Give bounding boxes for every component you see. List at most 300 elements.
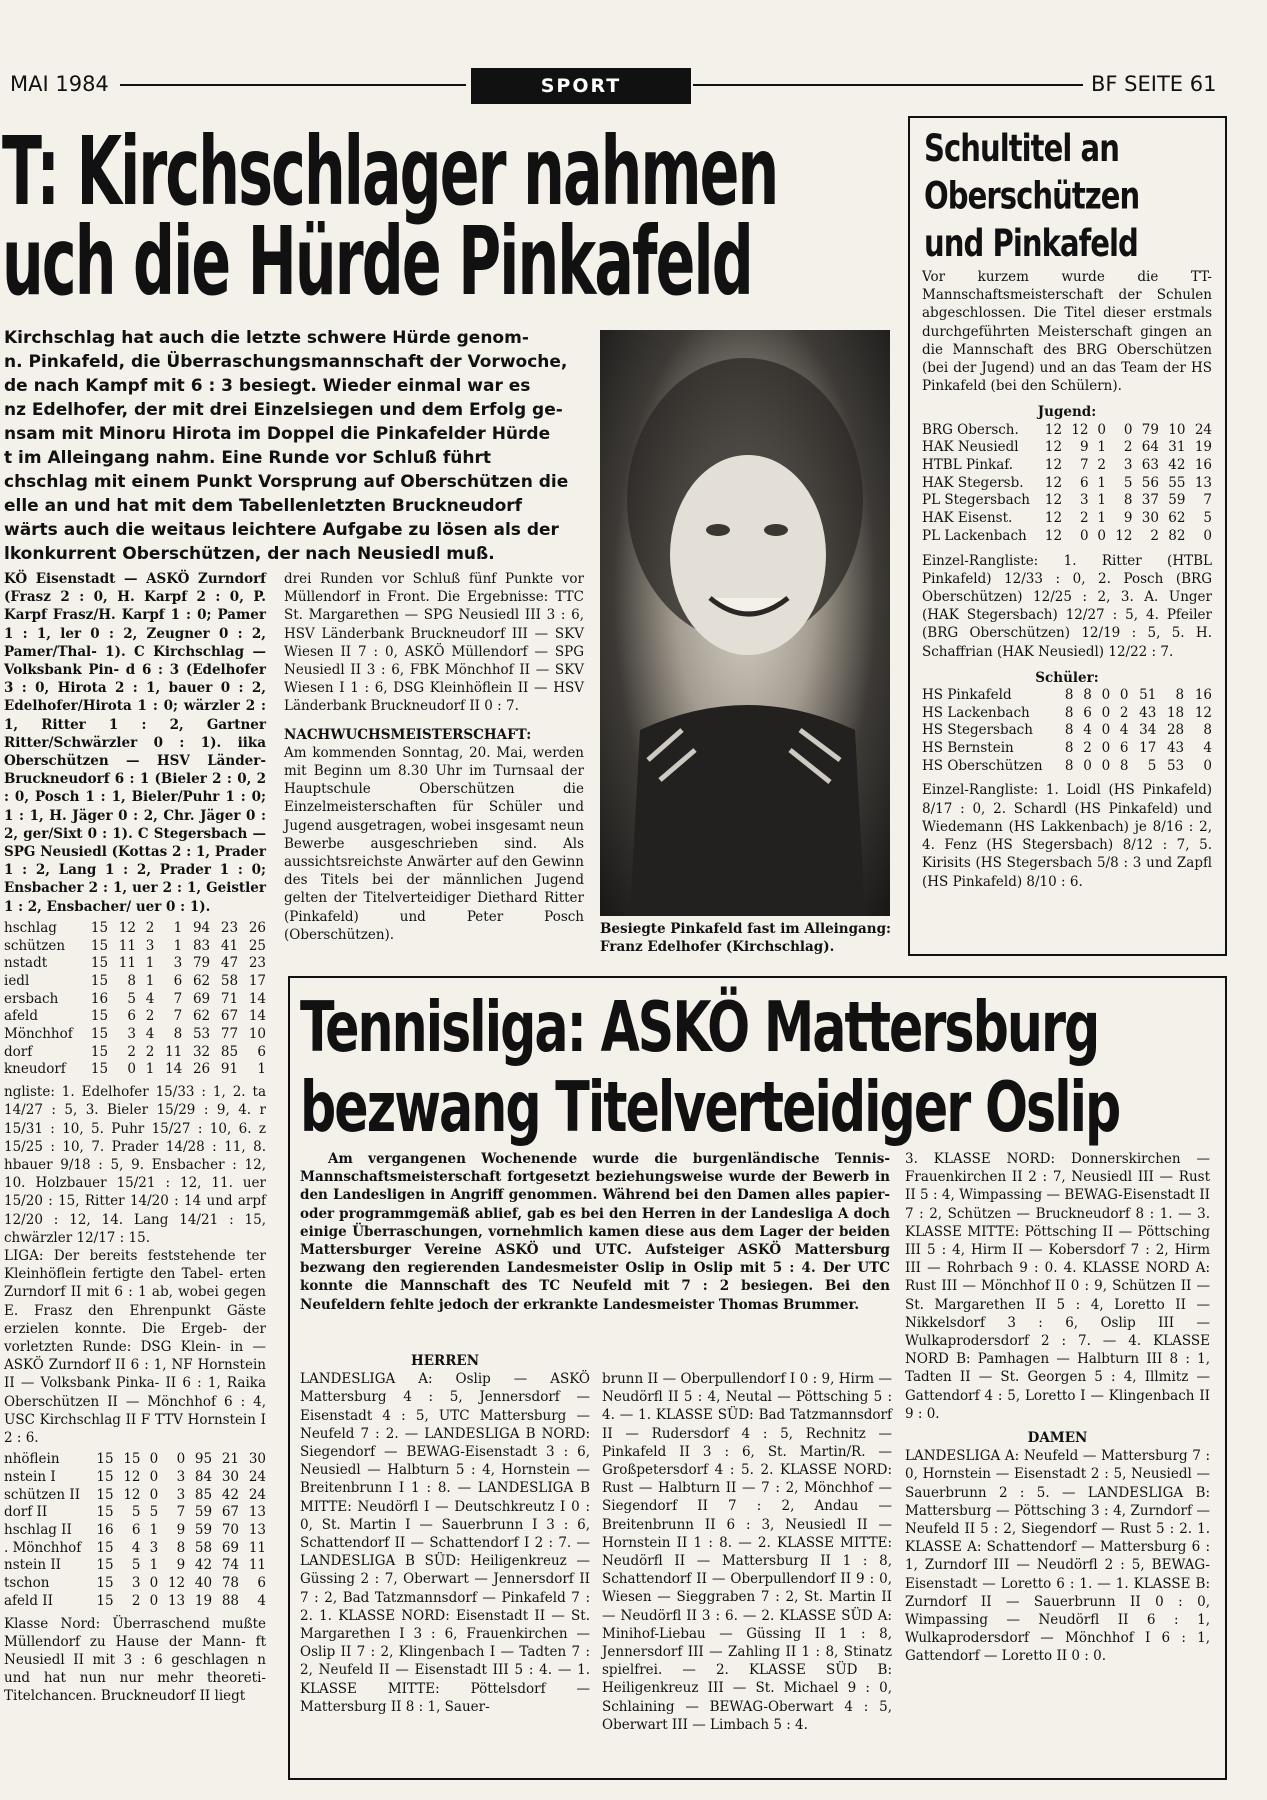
stat-cell: 3	[127, 1026, 136, 1043]
stat-cell: 2	[1150, 527, 1159, 544]
stat-cell: 9	[176, 1522, 186, 1539]
stat-cell: 1	[173, 937, 183, 954]
col1-tail: Klasse Nord: Überraschend mußte Müllendorf zu Hause der Mann- ft Neusiedl II mit 3 : 6 geschlagen n und hat nun nur mehr theoreti- Titelchancen. Bruckneudorf II liegt	[4, 1615, 266, 1705]
stat-cell: 15	[96, 1486, 114, 1503]
lead-line: lkonkurrent Oberschützen, der nach Neusiedl muß.	[4, 544, 495, 564]
stat-cell: 7	[176, 1504, 186, 1521]
stat-cell: 8	[1064, 757, 1074, 774]
stat-cell: 4	[131, 1539, 141, 1556]
stat-cell: 12	[123, 1486, 141, 1503]
stat-cell: 2	[145, 919, 155, 936]
caption-line-1: Besiegte Pinkafeld fast im Alleingang:	[600, 921, 892, 937]
team-name-cell: HS Bernstein	[922, 740, 1014, 757]
stat-cell: 19	[1194, 439, 1212, 456]
tennis-headline-line1: Tennisliga: ASKÖ Mattersburg	[300, 986, 1099, 1068]
stat-cell: 0	[1079, 527, 1089, 544]
stat-cell: 1	[1097, 474, 1106, 491]
stat-cell: 17	[1139, 740, 1157, 757]
table-row	[922, 758, 1212, 776]
stat-cell: 37	[1141, 492, 1159, 509]
team-name-cell: hschlag II	[4, 1522, 72, 1539]
stat-cell: 0	[1119, 686, 1129, 703]
stat-cell: 15	[90, 1043, 109, 1060]
stat-cell: 23	[220, 919, 239, 936]
stat-cell: 18	[1166, 704, 1185, 721]
table-row	[922, 422, 1212, 440]
results-column-2	[284, 570, 584, 944]
table-row	[4, 1522, 266, 1540]
stat-cell: 5	[127, 990, 136, 1007]
col1-results: KÖ Eisenstadt — ASKÖ Zurndorf (Frasz 2 : 0, H. Karpf 2 : 0, P. Karpf Frasz/H. Karpf 1 : 0; Pamer 1 : 1, ler 0 : 2, Zeugner 0 : 2, Pamer/Thal- 1). C Kirchschlag — Volksbank Pin- d 6 : 3 (Edelhofer 3 : 0, Hirota 2 : 1, bauer 0 : 2, Edelhofer/Hirota 1 : 0; wärzler 2 : 1, Ritter 1 : 2, Gartner Ritter/Schwärzler 0 : 1). iika Oberschützen — HSV Länder- Bruckneudorf 6 : 1 (Bieler 2 : 0, 2 : 0, Posch 1 : 1, Bieler/Puhr 1 : 0; 1 : 1, H. Jäger 0 : 2, Chr. Jäger 0 : 2, ger/Sixt 0 : 1). C Stegersbach — SPG Neusiedl (Kottas 2 : 1, Prader 1 : 2, Lang 1 : 2, Prader 1 : 0; Ensbacher 2 : 1, uer 2 : 1, Geistler 1 : 2, Ensbacher/ uer 0 : 1).	[4, 571, 266, 915]
table-row	[4, 1061, 266, 1079]
col2-text: drei Runden vor Schluß fünf Punkte vor Müllendorf in Front. Die Ergebnisse: TTC St. Margarethen — SPG Neusiedl III 3 : 6, HSV Länderbank Bruckneudorf III — SKV Wiesen II 7 : 0, ASKÖ Müllendorf — SPG Neusiedl II 3 : 6, FBK Mönchhof II — SKV Wiesen I 1 : 6, DSG Kleinhöflein II — HSV Länderbank Bruckneudorf II 0 : 7.	[284, 571, 584, 715]
stat-cell: 12	[1115, 527, 1133, 544]
team-name-cell: . Mönchhof	[4, 1539, 82, 1556]
stat-cell: 67	[220, 1008, 239, 1025]
team-name-cell: hschlag	[4, 919, 57, 936]
stat-cell: 4	[1119, 722, 1129, 739]
stat-cell: 82	[1168, 527, 1186, 544]
stat-cell: 8	[1083, 686, 1092, 703]
stat-cell: 70	[221, 1522, 239, 1539]
lead-line: wärts auch die weitaus leichtere Aufgabe zu lösen als der	[4, 520, 559, 540]
table-row	[922, 492, 1212, 510]
stat-cell: 26	[248, 919, 266, 936]
stat-cell: 6	[127, 1008, 136, 1025]
stat-cell: 24	[248, 1468, 266, 1485]
stat-cell: 0	[149, 1592, 159, 1609]
stat-cell: 11	[248, 1539, 266, 1556]
tennis-col-a-text: LANDESLIGA A: Oslip — ASKÖ Mattersburg 4 : 5, Jennersdorf — Eisenstadt 4 : 5, UTC Mattersburg — Neufeld 7 : 2. — LANDESLIGA B NORD: Siegendorf — BEWAG-Eisenstadt 3 : 6, Neusiedl — Halbturn 5 : 4, Hornstein — Breitenbrunn I 1 : 8. — LANDESLIGA B MITTE: Neudörfl I — Deutschkreutz I 0 : 0, St. Martin I — Sauerbrunn I 3 : 6, Schattendorf II — Schattendorf I 2 : 7. — LANDESLIGA B SÜD: Heiligenkreuz — Güssing 2 : 7, Oberwart — Jennersdorf II 7 : 2, Bad Tatzmannsdorf — Pinkafeld 7 : 2. 1. KLASSE NORD: Eisenstadt II — St. Margarethen I 3 : 6, Frauenkirchen — Oslip II 7 : 2, Klingenbach I — Tadten 7 : 2, Neufeld II — Eisenstadt III 5 : 4. — 1. KLASSE MITTE: Pöttelsdorf — Mattersburg II 8 : 1, Sauer-	[300, 1371, 590, 1715]
stat-cell: 2	[145, 1008, 155, 1025]
stat-cell: 1	[145, 972, 155, 989]
stat-cell: 7	[1079, 457, 1089, 474]
stat-cell: 12	[1044, 492, 1063, 509]
table-row	[4, 920, 266, 938]
stat-cell: 21	[221, 1451, 239, 1468]
stat-cell: 8	[1175, 686, 1185, 703]
stat-cell: 16	[1194, 686, 1212, 703]
table-row	[4, 1469, 266, 1487]
sidebar-title-line: und Pinkafeld	[924, 221, 1138, 266]
team-name-cell: nstein I	[4, 1468, 56, 1485]
stat-cell: 1	[145, 955, 155, 972]
sidebar-title-line: Oberschützen	[924, 174, 1140, 219]
stat-cell: 47	[220, 955, 239, 972]
stat-cell: 15	[96, 1592, 114, 1609]
issue-date: MAI 1984	[10, 72, 109, 96]
stat-cell: 67	[221, 1504, 239, 1521]
stat-cell: 74	[221, 1557, 239, 1574]
stat-cell: 41	[220, 937, 239, 954]
stat-cell: 11	[118, 937, 136, 954]
stat-cell: 14	[248, 1008, 266, 1025]
stat-cell: 4	[145, 1026, 155, 1043]
stat-cell: 6	[131, 1522, 141, 1539]
stat-cell: 53	[1166, 757, 1185, 774]
team-name-cell: afeld	[4, 1008, 38, 1025]
stat-cell: 42	[1168, 457, 1186, 474]
team-name-cell: ersbach	[4, 990, 59, 1007]
stat-cell: 85	[194, 1486, 213, 1503]
stat-cell: 6	[1119, 740, 1129, 757]
stat-cell: 11	[118, 955, 136, 972]
stat-cell: 13	[1194, 474, 1212, 491]
stat-cell: 3	[173, 955, 183, 972]
stat-cell: 0	[149, 1451, 159, 1468]
stat-cell: 15	[90, 955, 109, 972]
stat-cell: 69	[192, 990, 211, 1007]
stat-cell: 1	[257, 1061, 266, 1078]
stat-cell: 8	[1064, 740, 1074, 757]
stat-cell: 12	[1194, 704, 1212, 721]
lead-line: chschlag mit einem Punkt Vorsprung auf Oberschützen die	[4, 472, 569, 492]
header-rule-left	[120, 84, 466, 86]
stat-cell: 59	[1168, 492, 1186, 509]
stat-cell: 11	[248, 1557, 266, 1574]
stat-cell: 12	[1071, 421, 1089, 438]
stat-cell: 16	[90, 990, 109, 1007]
stat-cell: 94	[192, 919, 211, 936]
stat-cell: 5	[131, 1557, 141, 1574]
table-row	[4, 1026, 266, 1044]
table-row	[922, 457, 1212, 475]
stat-cell: 8	[1064, 704, 1074, 721]
stat-cell: 17	[248, 972, 266, 989]
stat-cell: 2	[145, 1043, 155, 1060]
stat-cell: 2	[1119, 704, 1129, 721]
main-headline-line1: T: Kirchschlager nahmen	[2, 116, 778, 227]
stat-cell: 3	[145, 937, 155, 954]
stat-cell: 12	[123, 1468, 141, 1485]
stat-cell: 15	[96, 1575, 114, 1592]
stat-cell: 12	[1044, 439, 1063, 456]
jugend-label: Jugend:	[1037, 404, 1097, 421]
stat-cell: 8	[1119, 757, 1129, 774]
stat-cell: 6	[1083, 704, 1092, 721]
stat-cell: 91	[220, 1061, 239, 1078]
stat-cell: 1	[149, 1522, 159, 1539]
stat-cell: 25	[248, 937, 266, 954]
stat-cell: 8	[1064, 686, 1074, 703]
league-table-1	[4, 920, 266, 1079]
table-row	[922, 439, 1212, 457]
stat-cell: 24	[248, 1486, 266, 1503]
main-lead	[4, 326, 584, 566]
stat-cell: 51	[1139, 686, 1157, 703]
stat-cell: 14	[165, 1061, 183, 1078]
team-name-cell: Mönchhof	[4, 1026, 73, 1043]
stat-cell: 1	[173, 919, 183, 936]
stat-cell: 56	[1141, 474, 1159, 491]
stat-cell: 3	[176, 1468, 186, 1485]
table-row	[4, 991, 266, 1009]
stat-cell: 8	[173, 1026, 183, 1043]
stat-cell: 13	[248, 1504, 266, 1521]
stat-cell: 0	[1101, 757, 1111, 774]
stat-cell: 2	[127, 1043, 136, 1060]
lead-line: Kirchschlag hat auch die letzte schwere Hürde genom-	[4, 328, 529, 348]
stat-cell: 14	[248, 990, 266, 1007]
table-row	[4, 973, 266, 991]
stat-cell: 12	[167, 1575, 186, 1592]
stat-cell: 64	[1141, 439, 1159, 456]
stat-cell: 32	[192, 1043, 211, 1060]
stat-cell: 12	[1044, 457, 1063, 474]
team-name-cell: tschon	[4, 1575, 50, 1592]
stat-cell: 7	[1203, 492, 1212, 509]
lead-line: t im Alleingang nahm. Eine Runde vor Schluß führt	[4, 448, 491, 468]
stat-cell: 69	[221, 1539, 239, 1556]
team-name-cell: nhöflein	[4, 1451, 60, 1468]
stat-cell: 23	[248, 955, 266, 972]
stat-cell: 58	[194, 1539, 213, 1556]
player-photo	[600, 330, 890, 916]
stat-cell: 30	[1141, 510, 1159, 527]
stat-cell: 59	[194, 1504, 213, 1521]
stat-cell: 16	[96, 1522, 114, 1539]
col1-rangliste: ngliste: 1. Edelhofer 15/33 : 1, 2. ta 14/27 : 5, 3. Bieler 15/29 : 9, 4. r 15/31 : 10, 5. Puhr 15/27 : 10, 6. z 15/25 : 10, 7. Prader 14/28 : 11, 8. hbauer 9/18 : 5, 9. Ensbacher : 12, 10. Holzbauer 15/21 : 12, 11. uer 15/20 : 15, Ritter 14/20 : 14 und arpf 12/20 : 12, 14. Lang 14/21 : 15, chwärzler 12/17 : 15.	[4, 1084, 266, 1246]
stat-cell: 5	[131, 1504, 141, 1521]
team-name-cell: HS Oberschützen	[922, 757, 1043, 774]
stat-cell: 1	[1097, 439, 1106, 456]
stat-cell: 5	[149, 1504, 159, 1521]
herren-label: HERREN	[410, 1353, 480, 1369]
stat-cell: 26	[192, 1061, 211, 1078]
stat-cell: 10	[248, 1026, 266, 1043]
stat-cell: 7	[173, 990, 183, 1007]
stat-cell: 2	[1097, 457, 1106, 474]
table-row	[4, 955, 266, 973]
page-number: BF SEITE 61	[1091, 72, 1217, 96]
stat-cell: 2	[1123, 439, 1133, 456]
team-name-cell: HS Stegersbach	[922, 722, 1033, 739]
team-name-cell: HS Lackenbach	[922, 704, 1030, 721]
stat-cell: 30	[221, 1468, 239, 1485]
stat-cell: 16	[1194, 457, 1212, 474]
stat-cell: 63	[1141, 457, 1159, 474]
stat-cell: 0	[149, 1486, 159, 1503]
table-row	[4, 1504, 266, 1522]
stat-cell: 8	[1123, 492, 1133, 509]
stat-cell: 2	[1079, 510, 1089, 527]
team-name-cell: kneudorf	[4, 1061, 66, 1078]
stat-cell: 15	[90, 1061, 109, 1078]
stat-cell: 79	[1141, 421, 1159, 438]
stat-cell: 79	[192, 955, 211, 972]
main-headline-line2: uch die Hürde Pinkafeld	[2, 206, 752, 317]
stat-cell: 95	[194, 1451, 213, 1468]
stat-cell: 53	[192, 1026, 211, 1043]
stat-cell: 0	[1123, 421, 1133, 438]
caption-line-2: Franz Edelhofer (Kirchschlag).	[600, 939, 835, 956]
stat-cell: 4	[1083, 722, 1092, 739]
stat-cell: 34	[1139, 722, 1157, 739]
stat-cell: 4	[1203, 740, 1212, 757]
stat-cell: 3	[149, 1539, 159, 1556]
stat-cell: 2	[1083, 740, 1092, 757]
stat-cell: 19	[194, 1592, 213, 1609]
stat-cell: 4	[257, 1592, 266, 1609]
sidebar-title	[924, 126, 1139, 268]
col2-text2: Am kommenden Sonntag, 20. Mai, werden mit Beginn um 8.30 Uhr im Turnsaal der Hauptschule Oberschützen die Einzelmeisterschaften für Schüler und Jugend ausgetragen, wobei insgesamt neun Bewerbe ausgeschrieben sind. Als aussichtsreichste Anwärter auf den Gewinn des Titels bei der männlichen Jugend gelten der Titelverteidiger Diethard Ritter (Pinkafeld) und Peter Posch (Oberschützen).	[284, 744, 584, 943]
table-row	[922, 740, 1212, 758]
header-rule-right	[693, 84, 1083, 86]
team-name-cell: schützen II	[4, 1486, 81, 1503]
stat-cell: 43	[1139, 704, 1157, 721]
stat-cell: 15	[96, 1451, 114, 1468]
jugend-table	[922, 422, 1212, 546]
stat-cell: 40	[194, 1575, 213, 1592]
stat-cell: 11	[165, 1043, 183, 1060]
stat-cell: 77	[220, 1026, 239, 1043]
schueler-label: Schüler:	[1035, 669, 1099, 686]
col2-heading: NACHWUCHSMEISTERSCHAFT:	[284, 726, 532, 743]
stat-cell: 6	[1079, 474, 1089, 491]
stat-cell: 9	[176, 1557, 186, 1574]
stat-cell: 1	[1097, 510, 1106, 527]
stat-cell: 24	[1194, 421, 1212, 438]
stat-cell: 0	[1097, 527, 1106, 544]
stat-cell: 8	[127, 972, 136, 989]
team-name-cell: PL Stegersbach	[922, 492, 1030, 509]
team-name-cell: nstein II	[4, 1557, 62, 1574]
stat-cell: 8	[1064, 722, 1074, 739]
jugend-rangliste: Einzel-Rangliste: 1. Ritter (HTBL Pinkafeld) 12/33 : 0, 2. Posch (BRG Oberschützen) 12/25 : 2, 3. A. Unger (HAK Stegersbach) 12/27 : 5, 4. Pfeiler (BRG Oberschützen) 12/19 : 5, 5. H. Schaffrian (HAK Neusiedl) 12/22 : 7.	[922, 552, 1212, 660]
stat-cell: 12	[1044, 510, 1063, 527]
results-column-1	[4, 570, 266, 1706]
damen-label: DAMEN	[1027, 1430, 1088, 1447]
lead-line: de nach Kampf mit 6 : 3 besiegt. Wieder einmal war es	[4, 376, 531, 396]
table-row	[4, 1044, 266, 1062]
stat-cell: 0	[1101, 740, 1111, 757]
stat-cell: 7	[173, 1008, 183, 1025]
stat-cell: 4	[145, 990, 155, 1007]
stat-cell: 12	[118, 919, 136, 936]
schueler-rangliste: Einzel-Rangliste: 1. Loidl (HS Pinkafeld) 8/17 : 0, 2. Schardl (HS Pinkafeld) und Wiedemann (HS Lakkenbach) je 8/16 : 2, 4. Fenz (HS Stegersbach) 8/12 : 7, 5. Kirisits (HS Stegersbach 5/8 : 3 und Zapfl (HS Pinkafeld) 8/10 : 6.	[922, 782, 1212, 890]
stat-cell: 62	[192, 1008, 211, 1025]
table-row	[922, 528, 1212, 546]
stat-cell: 1	[145, 1061, 155, 1078]
stat-cell: 59	[194, 1522, 213, 1539]
stat-cell: 0	[1203, 527, 1212, 544]
stat-cell: 12	[1044, 474, 1063, 491]
tennis-col-b-text: brunn II — Oberpullendorf I 0 : 9, Hirm — Neudörfl II 5 : 4, Neutal — Pöttsching 5 : 4. — 1. KLASSE SÜD: Bad Tatzmannsdorf II — Rudersdorf 4 : 5, Rechnitz — Pinkafeld II 3 : 6, St. Martin/R. — Großpetersdorf 4 : 5. 2. KLASSE NORD: Rust — Halbturn II — 7 : 2, Mönchhof — Siegendorf II 7 : 2, Andau — Breitenbrunn II 6 : 3, Neusiedl II — Hornstein II 1 : 8. — 2. KLASSE MITTE: Neudörfl II — Mattersburg II 1 : 8, Schattendorf II — Oberpullendorf II 9 : 0, Wiesen — Sieggraben 7 : 2, St. Martin II — Neudörfl II 3 : 6. — 2. KLASSE SÜD A: Minihof-Liebau — Güssing II 1 : 8, Jennersdorf III — Zahling II 1 : 8, Stinatz spielfrei. — 2. KLASSE SÜD B: Heiligenkreuz III — St. Michael 9 : 0, Schlaining — BEWAG-Oberwart 4 : 5, Oberwart III — Limbach 5 : 4.	[602, 1371, 892, 1733]
stat-cell: 10	[1168, 421, 1186, 438]
stat-cell: 15	[123, 1451, 141, 1468]
sidebar-title-line: Schultitel an	[924, 127, 1119, 172]
table-row	[922, 510, 1212, 528]
lead-line: nsam mit Minoru Hirota im Doppel die Pinkafelder Hürde	[4, 424, 551, 444]
stat-cell: 15	[90, 972, 109, 989]
stat-cell: 9	[1123, 510, 1133, 527]
stat-cell: 6	[257, 1575, 266, 1592]
stat-cell: 0	[149, 1575, 159, 1592]
stat-cell: 15	[90, 1008, 109, 1025]
stat-cell: 0	[1101, 686, 1111, 703]
stat-cell: 0	[176, 1451, 186, 1468]
table-row	[922, 687, 1212, 705]
table-row	[922, 722, 1212, 740]
stat-cell: 62	[1168, 510, 1186, 527]
stat-cell: 3	[1123, 457, 1133, 474]
stat-cell: 43	[1166, 740, 1185, 757]
stat-cell: 6	[173, 972, 183, 989]
stat-cell: 0	[127, 1061, 136, 1078]
team-name-cell: afeld II	[4, 1592, 53, 1609]
stat-cell: 15	[96, 1539, 114, 1556]
stat-cell: 84	[194, 1468, 213, 1485]
photo-illustration	[600, 330, 890, 916]
stat-cell: 5	[1203, 510, 1212, 527]
team-name-cell: BRG Obersch.	[922, 421, 1019, 438]
tennis-col-c2-text: LANDESLIGA A: Neufeld — Mattersburg 7 : 0, Hornstein — Eisenstadt 2 : 5, Neusiedl — Sauerbrunn 2 : 5. — LANDESLIGA B: Mattersburg — Pöttsching 3 : 4, Zurndorf — Neufeld II 5 : 2, Siegendorf — Rust 5 : 2. 1. KLASSE A: Schattendorf — Mattersburg 6 : 1, Zurndorf III — Neudörfl 2 : 5, BEWAG-Eisenstadt — Loretto 6 : 1. — 1. KLASSE B: Zurndorf II — Sauerbrunn II 0 : 0, Wimpassing — Neudörfl II 6 : 1, Wulkaprodersdorf — Mönchhof I 6 : 1, Gattendorf — Loretto II 0 : 0.	[905, 1448, 1210, 1665]
stat-cell: 0	[1083, 757, 1092, 774]
stat-cell: 15	[96, 1557, 114, 1574]
stat-cell: 6	[257, 1043, 266, 1060]
team-name-cell: schützen	[4, 937, 66, 954]
team-name-cell: dorf	[4, 1043, 33, 1060]
table-row	[4, 1540, 266, 1558]
lead-line: n. Pinkafeld, die Überraschungsmannschaft der Vorwoche,	[4, 352, 568, 372]
stat-cell: 15	[96, 1504, 114, 1521]
league-table-2	[4, 1451, 266, 1610]
stat-cell: 83	[192, 937, 211, 954]
section-label: SPORT	[471, 68, 691, 104]
team-name-cell: iedl	[4, 972, 30, 989]
stat-cell: 58	[220, 972, 239, 989]
stat-cell: 1	[1097, 492, 1106, 509]
team-name-cell: HAK Neusiedl	[922, 439, 1019, 456]
table-row	[4, 1487, 266, 1505]
tennis-col-a	[300, 1352, 590, 1716]
stat-cell: 8	[1203, 722, 1212, 739]
tennis-headline-line2: bezwang Titelverteidiger Oslip	[300, 1066, 1120, 1148]
stat-cell: 5	[1123, 474, 1133, 491]
stat-cell: 88	[221, 1592, 239, 1609]
table-row	[4, 1451, 266, 1469]
stat-cell: 55	[1168, 474, 1186, 491]
stat-cell: 62	[192, 972, 211, 989]
stat-cell: 78	[221, 1575, 239, 1592]
table-row	[922, 705, 1212, 723]
tennis-lead: Am vergangenen Wochenende wurde die burgenländische Tennis-Mannschaftsmeisterschaft fortgesetzt beziehungsweise wurde der Bewerb in den Landesligen in Angriff genommen. Während bei den Damen alles papier- oder programmgemäß ablief, gab es bei den Herren in der Landesliga A doch einige Überraschungen, vornehmlich kamen diese aus dem Lager der beiden Mattersburger Vereine ASKÖ und UTC. Aufsteiger ASKÖ Mattersburg bezwang den regierenden Landesmeister Oslip in Oslip mit 5 : 4. Der UTC konnte die Mannschaft des TC Neufeld mit 7 : 2 besiegen. Bei den Neufeldern fehlte jedoch der erkrankte Landesmeister Thomas Brummer.	[300, 1151, 890, 1313]
sidebar-intro: Vor kurzem wurde die TT-Mannschaftsmeisterschaft der Schulen abgeschlossen. Die Titel dieser erstmals durchgeführten Meisterschaft gingen an die Mannschaft des BRG Oberschützen (bei der Jugend) und an das Team der HS Pinkafeld (bei den Schülern).	[922, 269, 1212, 395]
schueler-table	[922, 687, 1212, 776]
tennis-col-c	[905, 1150, 1210, 1666]
stat-cell: 3	[176, 1486, 186, 1503]
stat-cell: 0	[1101, 704, 1111, 721]
team-name-cell: HAK Eisenst.	[922, 510, 1013, 527]
photo-caption	[600, 920, 895, 956]
stat-cell: 9	[1079, 439, 1089, 456]
table-row	[922, 475, 1212, 493]
team-name-cell: HTBL Pinkaf.	[922, 457, 1014, 474]
tennis-col-c-text: 3. KLASSE NORD: Donnerskirchen — Frauenkirchen II 2 : 7, Neusiedl III — Rust II 5 : 4, Wimpassing — BEWAG-Eisenstadt II 7 : 2, Schützen — Bruckneudorf 8 : 1. — 3. KLASSE MITTE: Pöttsching II — Pöttsching III 5 : 4, Hirm II — Kobersdorf 7 : 2, Hirm III — Rohrbach 9 : 0. 4. KLASSE NORD A: Rust III — Mönchhof II 0 : 9, Schützen II — St. Margarethen II 5 : 4, Loretto II — Nikkelsdorf 3 : 6, Oslip III — Wulkaprodersdorf 2 : 7. — 4. KLASSE NORD B: Pamhagen — Halbturn III 8 : 1, Tadten II — St. Georgen 5 : 4, Illmitz — Gattendorf 4 : 5, Loretto I — Klingenbach II 9 : 0.	[905, 1151, 1210, 1422]
lead-line: elle an und hat mit dem Tabellenletzten Bruckneudorf	[4, 496, 523, 516]
stat-cell: 15	[90, 919, 109, 936]
stat-cell: 28	[1166, 722, 1185, 739]
sidebar-content	[922, 268, 1212, 891]
stat-cell: 3	[1079, 492, 1089, 509]
stat-cell: 85	[220, 1043, 239, 1060]
stat-cell: 8	[176, 1539, 186, 1556]
stat-cell: 15	[90, 937, 109, 954]
table-row	[4, 1557, 266, 1575]
table-row	[4, 1593, 266, 1611]
stat-cell: 2	[131, 1592, 141, 1609]
stat-cell: 15	[96, 1468, 114, 1485]
